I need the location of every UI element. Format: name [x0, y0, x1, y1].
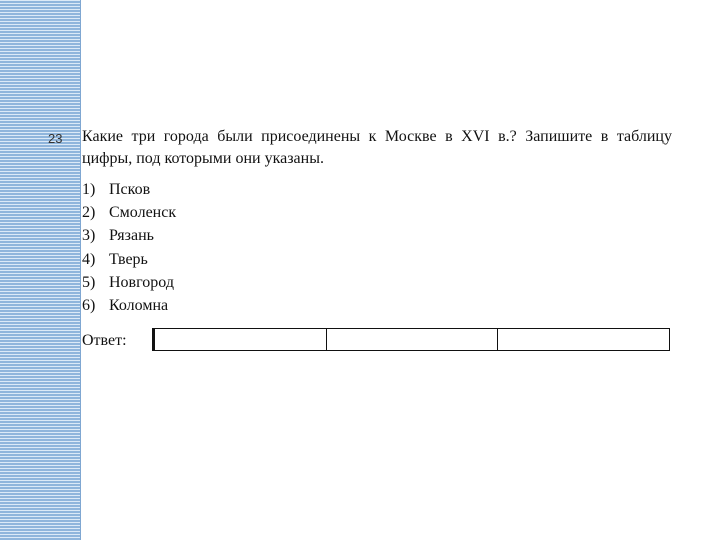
answer-cell[interactable] [498, 329, 669, 350]
option-item [82, 271, 176, 294]
answer-label: Ответ: [82, 332, 127, 349]
option-item [82, 201, 176, 224]
option-item [82, 224, 176, 247]
option-number: 4) [82, 250, 96, 268]
options-list [82, 178, 176, 317]
option-label: Новгород [109, 273, 174, 291]
option-number: 2) [82, 204, 96, 222]
answer-table [152, 328, 670, 351]
option-number: 5) [82, 273, 96, 291]
option-label: Псков [109, 181, 151, 198]
option-item [82, 294, 176, 317]
answer-cell[interactable] [327, 329, 499, 350]
option-item [82, 178, 176, 201]
option-number: 6) [82, 297, 96, 315]
option-label: Смоленск [109, 204, 177, 222]
option-item [82, 248, 176, 271]
answer-cell[interactable] [155, 329, 327, 350]
option-number: 1) [82, 181, 96, 198]
decorative-side-strip [0, 0, 81, 540]
question-number: 23 [48, 131, 63, 146]
option-label: Тверь [109, 250, 148, 268]
option-number: 3) [82, 227, 96, 245]
question-text: Какие три города были присоединены к Москве в XVI в.? Запишите в таблицу цифры, под которыми они указаны. [82, 128, 672, 167]
option-label: Рязань [109, 227, 154, 245]
option-label: Коломна [109, 297, 169, 315]
